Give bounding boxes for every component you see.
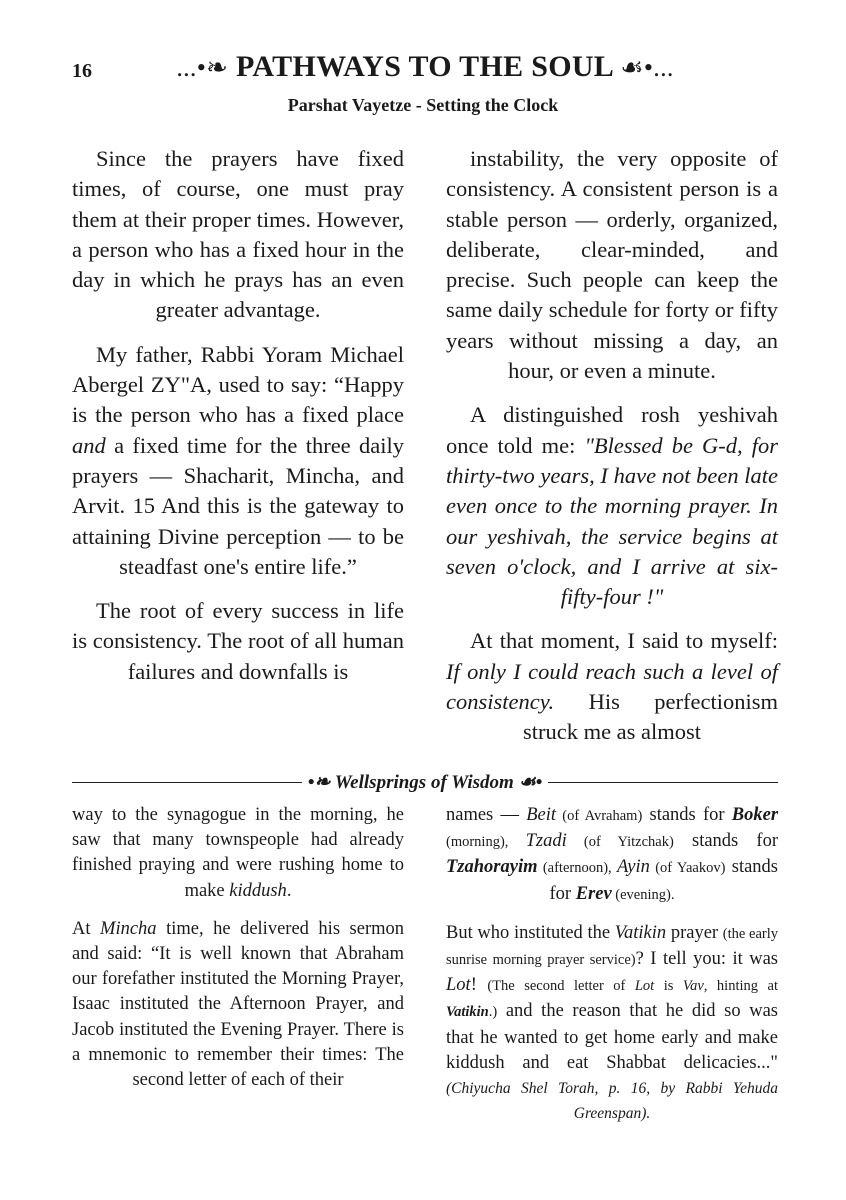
paragraph <box>72 803 404 904</box>
text-run: (evening). <box>611 886 675 903</box>
section-title-text: Wellsprings of Wisdom <box>334 771 514 793</box>
main-right-column <box>446 144 778 762</box>
paragraph <box>446 921 778 1127</box>
paragraph <box>72 144 404 326</box>
text-run: Lot <box>446 975 471 996</box>
text-run: Tzadi <box>525 831 567 852</box>
text-run: and the reason that he did so was that he wanted to get home early and make kiddush and eat Shabbat delicacies..." <box>446 1001 778 1073</box>
text-run: (of Avraham) <box>556 808 643 824</box>
text-run: is <box>654 978 683 995</box>
text-run: If only I could reach such a level of consistency. <box>446 658 778 715</box>
section-right-column <box>446 803 778 1139</box>
divider-line <box>72 782 302 783</box>
text-run: stands for <box>673 831 778 852</box>
text-run: Mincha <box>100 918 157 939</box>
text-run: "Blessed be G-d, for thirty-two years, I have not been late even once to the morning prayer. In our yeshivah, the service begins at seven o'clock, and I arrive at six-fifty-four !" <box>446 432 779 610</box>
running-title <box>130 50 720 84</box>
text-run: ? I tell you: it was <box>635 949 778 970</box>
book-title: PATHWAYS TO THE SOUL <box>236 50 613 83</box>
text-run: Ayin <box>617 857 650 878</box>
paragraph <box>446 626 778 747</box>
text-run: My father, Rabbi Yoram Michael Abergel ZY"A, used to say: “Happy is the person who has a fixed place <box>72 341 404 428</box>
text-run: kiddush <box>229 880 287 901</box>
text-run: Tzahorayim <box>446 857 538 878</box>
text-run: The root of every success in life is consistency. The root of all human failures and downfalls is <box>72 598 404 684</box>
main-left-column <box>72 144 404 701</box>
section-divider <box>72 770 778 794</box>
ornament-left: ...•❧ <box>176 53 229 82</box>
divider-line <box>548 782 778 783</box>
text-run: prayer <box>666 922 723 943</box>
text-run: Vatikin <box>446 1004 489 1021</box>
text-run: His perfectionism struck me as almost <box>522 689 778 745</box>
text-run: Lot <box>634 978 655 995</box>
paragraph <box>72 596 404 687</box>
text-run: But who instituted the <box>446 922 615 943</box>
text-run: Since the prayers have fixed times, of course, one must pray them at their proper times. However, a person who has a fixed hour in the day in which he prays has an even greater advantage. <box>72 146 404 323</box>
text-run: stands for <box>549 857 778 904</box>
paragraph <box>72 340 404 582</box>
text-run: Beit <box>526 805 557 825</box>
section-left-column <box>72 803 404 1106</box>
flourish-icon: •❧ <box>307 771 335 793</box>
text-run: (of Yitzchak) <box>566 834 674 851</box>
text-run: , hinting at <box>703 978 778 995</box>
chapter-subtitle: Parshat Vayetze - Setting the Clock <box>287 95 559 115</box>
text-run: a fixed time for the three daily prayers — Shacharit, Mincha, and Arvit. 15 And this is the gateway to attaining Divine perception — to be steadfast one's entire life.” <box>72 432 404 579</box>
text-run: names — <box>446 805 527 825</box>
text-run: (The second letter of <box>487 978 635 995</box>
text-run: Erev <box>575 883 612 904</box>
text-run: Boker <box>731 805 779 825</box>
text-run: .) <box>488 1004 498 1021</box>
text-run: Vatikin <box>614 922 667 943</box>
text-run: At <box>72 918 101 939</box>
text-run: (the early sunrise morning prayer service) <box>446 925 778 969</box>
ornament-right: ☙•... <box>620 53 674 82</box>
paragraph <box>446 803 778 908</box>
paragraph <box>72 917 404 1093</box>
text-run: A distinguished rosh yeshivah once told me: <box>446 402 778 458</box>
text-run: (afternoon), <box>537 860 617 877</box>
text-run: way to the synagogue in the morning, he saw that many townspeople had already finished praying and were rushing home to make <box>72 805 404 901</box>
page-number: 16 <box>72 60 92 82</box>
paragraph <box>446 144 778 386</box>
paragraph <box>446 400 778 612</box>
text-run: ! <box>470 975 488 996</box>
text-run: instability, the very opposite of consistency. A consistent person is a stable person — orderly, organized, deliberate, clear-minded, and precise. Such people can keep the same daily schedule for forty or fifty years without missing a day, an hour, or even a minute. <box>446 146 778 384</box>
text-run: At that moment, I said to myself: <box>470 628 778 654</box>
text-run: (morning), <box>446 834 526 851</box>
text-run: stands for <box>642 805 732 825</box>
text-run: (of Yaakov) <box>649 860 726 877</box>
text-run: and <box>72 432 106 458</box>
text-run: . <box>286 880 292 901</box>
text-run: (Chiyucha Shel Torah, p. 16, by Rabbi Yehuda Greenspan). <box>446 1080 778 1123</box>
section-title <box>302 771 549 794</box>
flourish-icon: ☙• <box>513 771 543 793</box>
text-run: Vav <box>682 978 704 995</box>
text-run: time, he delivered his sermon and said: “It is well known that Abraham our forefather instituted the Morning Prayer, Isaac instituted the Afternoon Prayer, and Jacob instituted the Evening Prayer. There is a mnemonic to remember their times: The second letter of each of their <box>72 918 405 1091</box>
